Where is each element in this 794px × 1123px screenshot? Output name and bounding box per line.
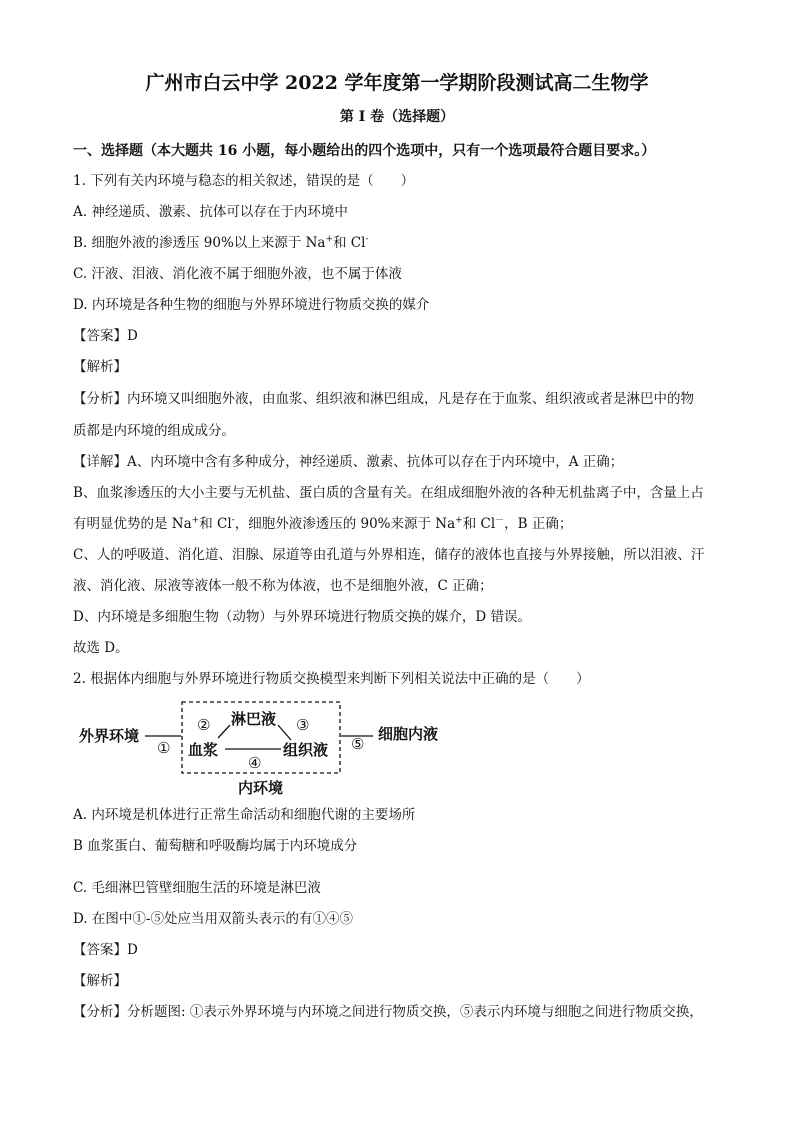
- exchange-diagram: [73, 700, 453, 800]
- q1-jiexi-label: 【解析】: [73, 359, 127, 375]
- q1-answer: 【答案】D: [73, 328, 138, 344]
- q2-option-b: B 血浆蛋白、葡萄糖和呼吸酶均属于内环境成分: [73, 838, 358, 854]
- label-lymph: 淋巴液: [231, 710, 277, 728]
- section-heading: 一、选择题（本大题共 16 小题，每小题给出的四个选项中，只有一个选项最符合题目要求。）: [73, 143, 656, 159]
- line-2: [218, 725, 230, 738]
- q2-answer: 【答案】D: [73, 942, 138, 958]
- q2-stem: 2. 根据体内细胞与外界环境进行物质交换模型来判断下列相关说法中正确的是（ ）: [73, 671, 590, 687]
- q1-xiangjie-line6: D、内环境是多细胞生物（动物）与外界环境进行物质交换的媒介，D 错误。: [73, 609, 531, 625]
- q1-fenxi-line1: 【分析】内环境又叫细胞外液，由血浆、组织液和淋巴组成，凡是存在于血浆、组织液或者是淋巴中的物: [73, 391, 694, 407]
- q1-option-b: B. 细胞外液的渗透压 90%以上来源于 Na+和 Cl-: [73, 234, 369, 251]
- q2-fenxi: 【分析】分析题图: ①表示外界环境与内环境之间进行物质交换，⑤表示内环境与细胞之间进行物质交换，: [73, 1004, 703, 1020]
- marker-4: ④: [248, 754, 262, 772]
- paper-subtitle: 第 I 卷（选择题）: [339, 109, 455, 125]
- q1-option-c: C. 汗液、泪液、消化液不属于细胞外液，也不属于体液: [73, 266, 402, 282]
- q2-option-c: C. 毛细淋巴管壁细胞生活的环境是淋巴液: [73, 880, 321, 896]
- q1-stem: 1. 下列有关内环境与稳态的相关叙述，错误的是（ ）: [73, 173, 415, 189]
- q1-option-d: D. 内环境是各种生物的细胞与外界环境进行物质交换的媒介: [73, 297, 430, 313]
- q2-jiexi-label: 【解析】: [73, 973, 127, 989]
- label-internal-env: 内环境: [238, 779, 284, 797]
- label-plasma: 血浆: [188, 741, 219, 759]
- q1-xiangjie-line1: 【详解】A、内环境中含有多种成分，神经递质、激素、抗体可以存在于内环境中，A 正确；: [73, 454, 624, 470]
- q1-guxuan: 故选 D。: [73, 640, 129, 656]
- label-tissue: 组织液: [283, 741, 329, 759]
- q1-option-a: A. 神经递质、激素、抗体可以存在于内环境中: [73, 204, 348, 220]
- marker-2: ②: [197, 716, 211, 734]
- label-outside: 外界环境: [79, 727, 140, 745]
- q1-xiangjie-line3: 有明显优势的是 Na+和 Cl-，细胞外液渗透压的 90%来源于 Na+和 Cl－，B 正确；: [73, 515, 573, 532]
- marker-1: ①: [157, 739, 171, 757]
- paper-title: 广州市白云中学 2022 学年度第一学期阶段测试高二生物学: [145, 72, 649, 94]
- label-intracellular: 细胞内液: [378, 725, 439, 743]
- q1-fenxi-line2: 质都是内环境的组成成分。: [73, 423, 235, 439]
- q1-xiangjie-line5: 液、消化液、尿液等液体一般不称为体液，也不是细胞外液，C 正确；: [73, 578, 493, 594]
- line-3: [278, 725, 291, 740]
- q1-xiangjie-line4: C、人的呼吸道、消化道、泪腺、尿道等由孔道与外界相连，储存的液体也直接与外界接触，所以泪液、汗: [73, 547, 705, 563]
- marker-3: ③: [296, 716, 310, 734]
- q2-option-a: A. 内环境是机体进行正常生命活动和细胞代谢的主要场所: [73, 807, 416, 823]
- marker-5: ⑤: [351, 735, 365, 753]
- q1-xiangjie-line2: B、血浆渗透压的大小主要与无机盐、蛋白质的含量有关。在组成细胞外液的各种无机盐离子中，含量上占: [73, 485, 704, 501]
- q2-option-d: D. 在图中①-⑤处应当用双箭头表示的有①④⑤: [73, 911, 353, 927]
